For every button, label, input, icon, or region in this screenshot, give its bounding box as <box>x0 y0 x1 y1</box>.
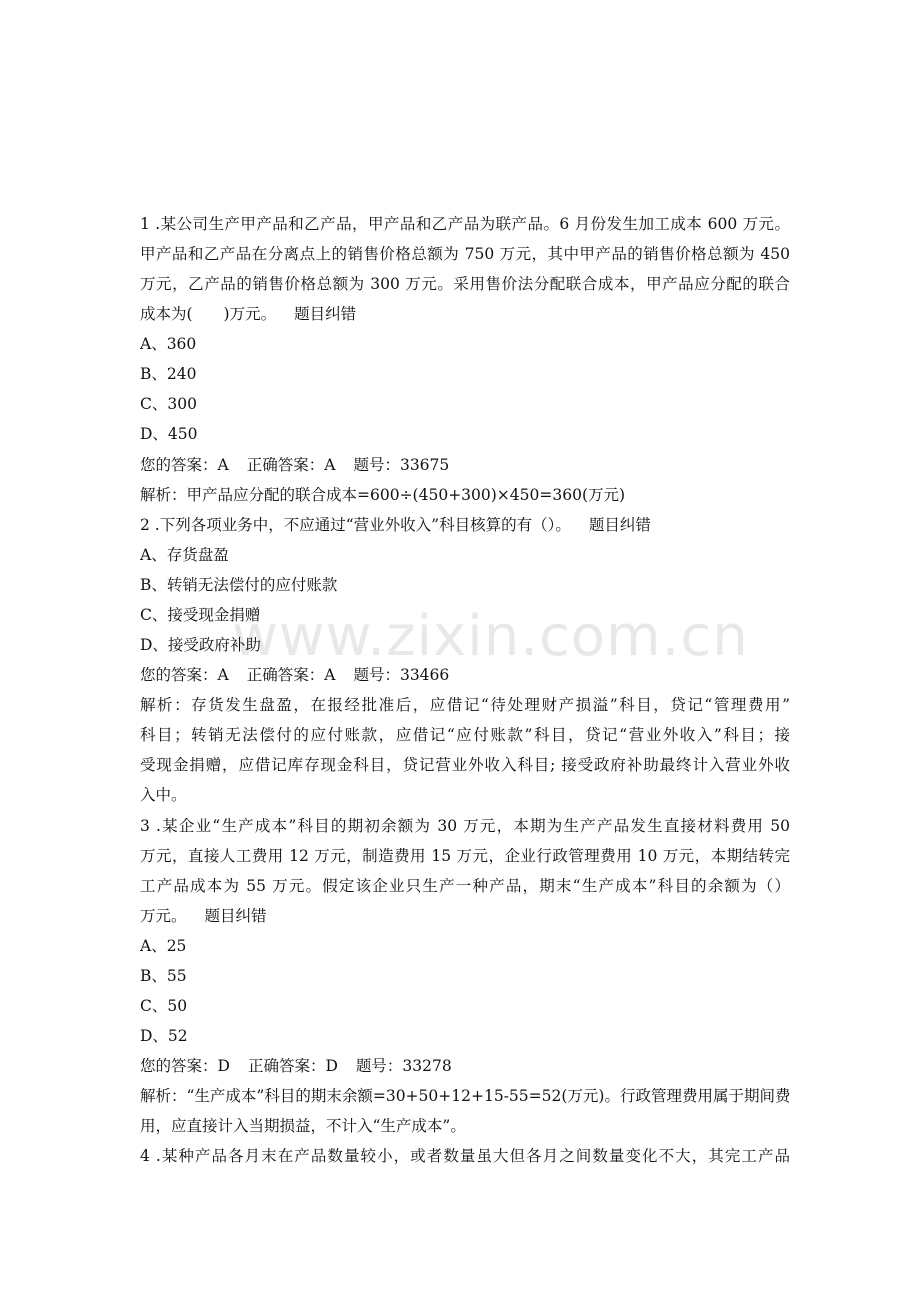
watermark: www.zixin.com.cn <box>232 604 749 669</box>
question-1-text: 成本为( )万元。 <box>140 305 277 323</box>
your-answer-value: A <box>217 456 229 474</box>
option-a[interactable]: A、360 <box>140 335 197 353</box>
question-id-label: 题号： <box>353 456 400 474</box>
correct-answer-value: D <box>325 1057 338 1075</box>
analysis-line: 用，应直接计入当期损益，不计入“生产成本”。 <box>140 1117 466 1135</box>
question-id-label: 题号： <box>355 1057 403 1075</box>
question-3-line: 3 .某企业“生产成本”科目的期初余额为 30 万元，本期为生产产品发生直接材料费用 50 <box>140 817 790 835</box>
question-1-line: 万元，乙产品的销售价格总额为 300 万元。采用售价法分配联合成本，甲产品应分配的联合 <box>140 275 790 293</box>
option-c[interactable]: C、300 <box>140 395 197 413</box>
question-3-text: 万元。 <box>140 907 187 925</box>
question-1-line <box>140 299 356 329</box>
your-answer-value: D <box>217 1057 230 1075</box>
answer-line <box>140 450 449 480</box>
report-error-link[interactable]: 题目纠错 <box>204 907 267 925</box>
report-error-link[interactable]: 题目纠错 <box>588 516 651 534</box>
your-answer-label: 您的答案： <box>140 666 218 684</box>
question-3-line: 万元，直接人工费用 12 万元，制造费用 15 万元，企业行政管理费用 10 万元，本期结转完 <box>140 847 790 865</box>
option-a[interactable]: A、存货盘盈 <box>140 546 229 564</box>
question-id-label: 题号： <box>353 666 400 684</box>
option-b[interactable]: B、55 <box>140 967 187 985</box>
correct-answer-value: A <box>324 456 336 474</box>
correct-answer-label: 正确答案： <box>247 1057 326 1075</box>
question-id-value: 33466 <box>399 666 450 684</box>
question-3-line: 工产品成本为 55 万元。假定该企业只生产一种产品，期末“生产成本”科目的余额为（） <box>140 877 790 895</box>
analysis-line: 入中。 <box>140 786 187 804</box>
analysis-line: 受现金捐赠，应借记库存现金科目，贷记营业外收入科目; 接受政府补助最终计入营业外收 <box>140 756 790 774</box>
question-2-line <box>140 510 651 540</box>
answer-line <box>140 660 449 690</box>
question-1-line: 甲产品和乙产品在分离点上的销售价格总额为 750 万元，其中甲产品的销售价格总额为 450 <box>140 245 790 263</box>
your-answer-label: 您的答案： <box>140 456 218 474</box>
correct-answer-value: A <box>324 666 336 684</box>
question-4-line: 4 .某种产品各月末在产品数量较小，或者数量虽大但各月之间数量变化不大，其完工产品 <box>140 1147 790 1165</box>
question-id-value: 33278 <box>402 1057 452 1075</box>
option-c[interactable]: C、接受现金捐赠 <box>140 606 261 624</box>
question-3-line <box>140 901 267 931</box>
analysis-line: 科目；转销无法偿付的应付账款，应借记“应付账款”科目，贷记“营业外收入”科目；接 <box>140 726 790 744</box>
your-answer-value: A <box>217 666 229 684</box>
question-1-line: 1 .某公司生产甲产品和乙产品，甲产品和乙产品为联产品。6 月份发生加工成本 600 万元。 <box>140 215 790 233</box>
option-d[interactable]: D、接受政府补助 <box>140 636 261 654</box>
analysis-line: 解析：甲产品应分配的联合成本=600÷(450+300)×450=360(万元) <box>140 486 626 504</box>
analysis-line: 解析：存货发生盘盈，在报经批准后，应借记“待处理财产损溢”科目，贷记“管理费用” <box>140 696 790 714</box>
question-2-text: 2 .下列各项业务中，不应通过“营业外收入”科目核算的有（）。 <box>140 516 571 534</box>
option-b[interactable]: B、转销无法偿付的应付账款 <box>140 576 338 594</box>
correct-answer-label: 正确答案： <box>246 456 325 474</box>
option-b[interactable]: B、240 <box>140 365 197 383</box>
option-c[interactable]: C、50 <box>140 997 188 1015</box>
your-answer-label: 您的答案： <box>140 1057 218 1075</box>
report-error-link[interactable]: 题目纠错 <box>294 305 357 323</box>
correct-answer-label: 正确答案： <box>246 666 325 684</box>
analysis-line: 解析：“生产成本”科目的期末余额=30+50+12+15-55=52(万元)。行政管理费用属于期间费 <box>140 1087 791 1105</box>
option-a[interactable]: A、25 <box>140 937 187 955</box>
option-d[interactable]: D、52 <box>140 1027 188 1045</box>
option-d[interactable]: D、450 <box>140 425 198 443</box>
answer-line <box>140 1051 452 1081</box>
question-id-value: 33675 <box>399 456 450 474</box>
